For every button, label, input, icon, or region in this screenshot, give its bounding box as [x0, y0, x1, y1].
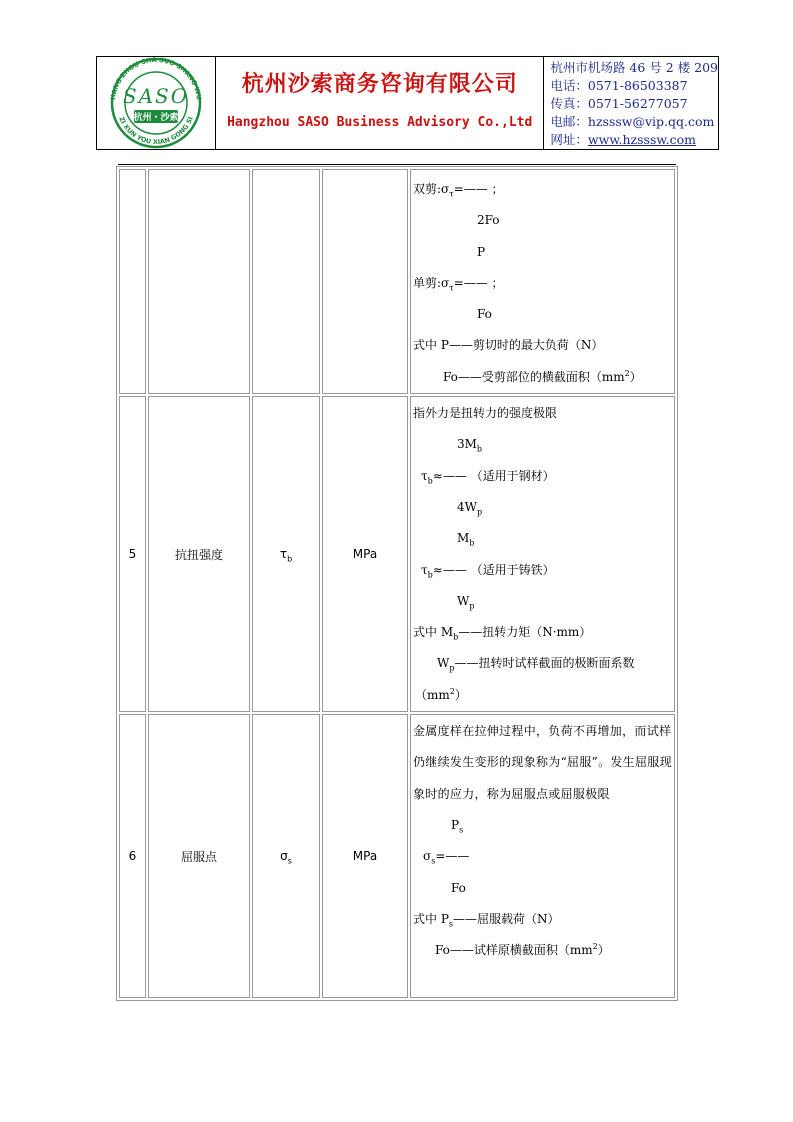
letterhead [96, 56, 719, 150]
saso-seal-logo [97, 57, 215, 149]
contact-address: 杭州市机场路 46 号 2 楼 209 [550, 60, 718, 75]
property-name: 屈服点 [148, 714, 250, 998]
property-symbol: $\tau_b$ [252, 396, 320, 712]
property-description: 金属度样在拉伸过程中，负荷不再增加，而试样仍继续发生变形的现象称为“屈服”。发生屈服现象时的应力，称为屈服点或屈服极限 $P_s$ $\sigma_s=——$ Fo 式中 $P_s——$屈服载荷（N） Fo——试样原横截面积$(mm^2)$ [410, 714, 675, 998]
contact-email: 电邮：hzsssw@vip.qq.com [550, 114, 715, 129]
property-description: 指外力是扭转力的强度极限 $3M_b$ $\tau_b\approx——$ （适用于钢材） $4W_p$ $M_b$ $\tau_b\approx——$ （适用于铸铁） $W_p$ 式中 $M_b——$扭转力矩（N·mm） $W_p——$扭转时试样截面的极断面系数 $(mm^2)$ [410, 396, 675, 712]
property-unit: MPa [322, 714, 408, 998]
contact-info [544, 57, 718, 149]
table-row [119, 169, 675, 394]
table-row [119, 714, 675, 998]
properties-table [116, 166, 678, 1001]
property-symbol [252, 169, 320, 394]
contact-fax: 传真：0571-56277057 [550, 96, 688, 111]
website-link[interactable]: www.hzsssw.com [587, 132, 696, 147]
company-logo [97, 57, 216, 149]
property-name: 抗扭强度 [148, 396, 250, 712]
logo-top-text: HANG ZHOU SHA SUO SHANG WU [109, 57, 203, 101]
row-number: 5 [119, 396, 146, 712]
header-divider [118, 164, 676, 165]
logo-bottom-text: ZI XUN YOU XIAN GONG SI [117, 115, 195, 147]
row-number [119, 169, 146, 394]
company-name-en: Hangzhou SASO Business Advisory Co.,Ltd [227, 115, 533, 130]
row-number: 6 [119, 714, 146, 998]
property-description: 双剪$:\sigma_\tau=——$ ； 2Fo P 单剪$:\sigma_\tau=——$ ； Fo 式中 P——剪切时的最大负荷（N） Fo——受剪部位的横截面积$(mm^2)$ [410, 169, 675, 394]
property-unit [322, 169, 408, 394]
property-name [148, 169, 250, 394]
contact-web [550, 131, 718, 149]
property-symbol: $\sigma_s$ [252, 714, 320, 998]
property-unit: MPa [322, 396, 408, 712]
table-row [119, 396, 675, 712]
contact-phone: 电话：0571-86503387 [550, 78, 688, 93]
logo-center-sub: 杭州・沙索 [133, 113, 179, 123]
company-name-block [216, 57, 544, 149]
logo-center-text: SASO [122, 84, 190, 108]
company-name-cn: 杭州沙索商务咨询有限公司 [241, 72, 518, 97]
web-label: 网址： [550, 132, 588, 147]
